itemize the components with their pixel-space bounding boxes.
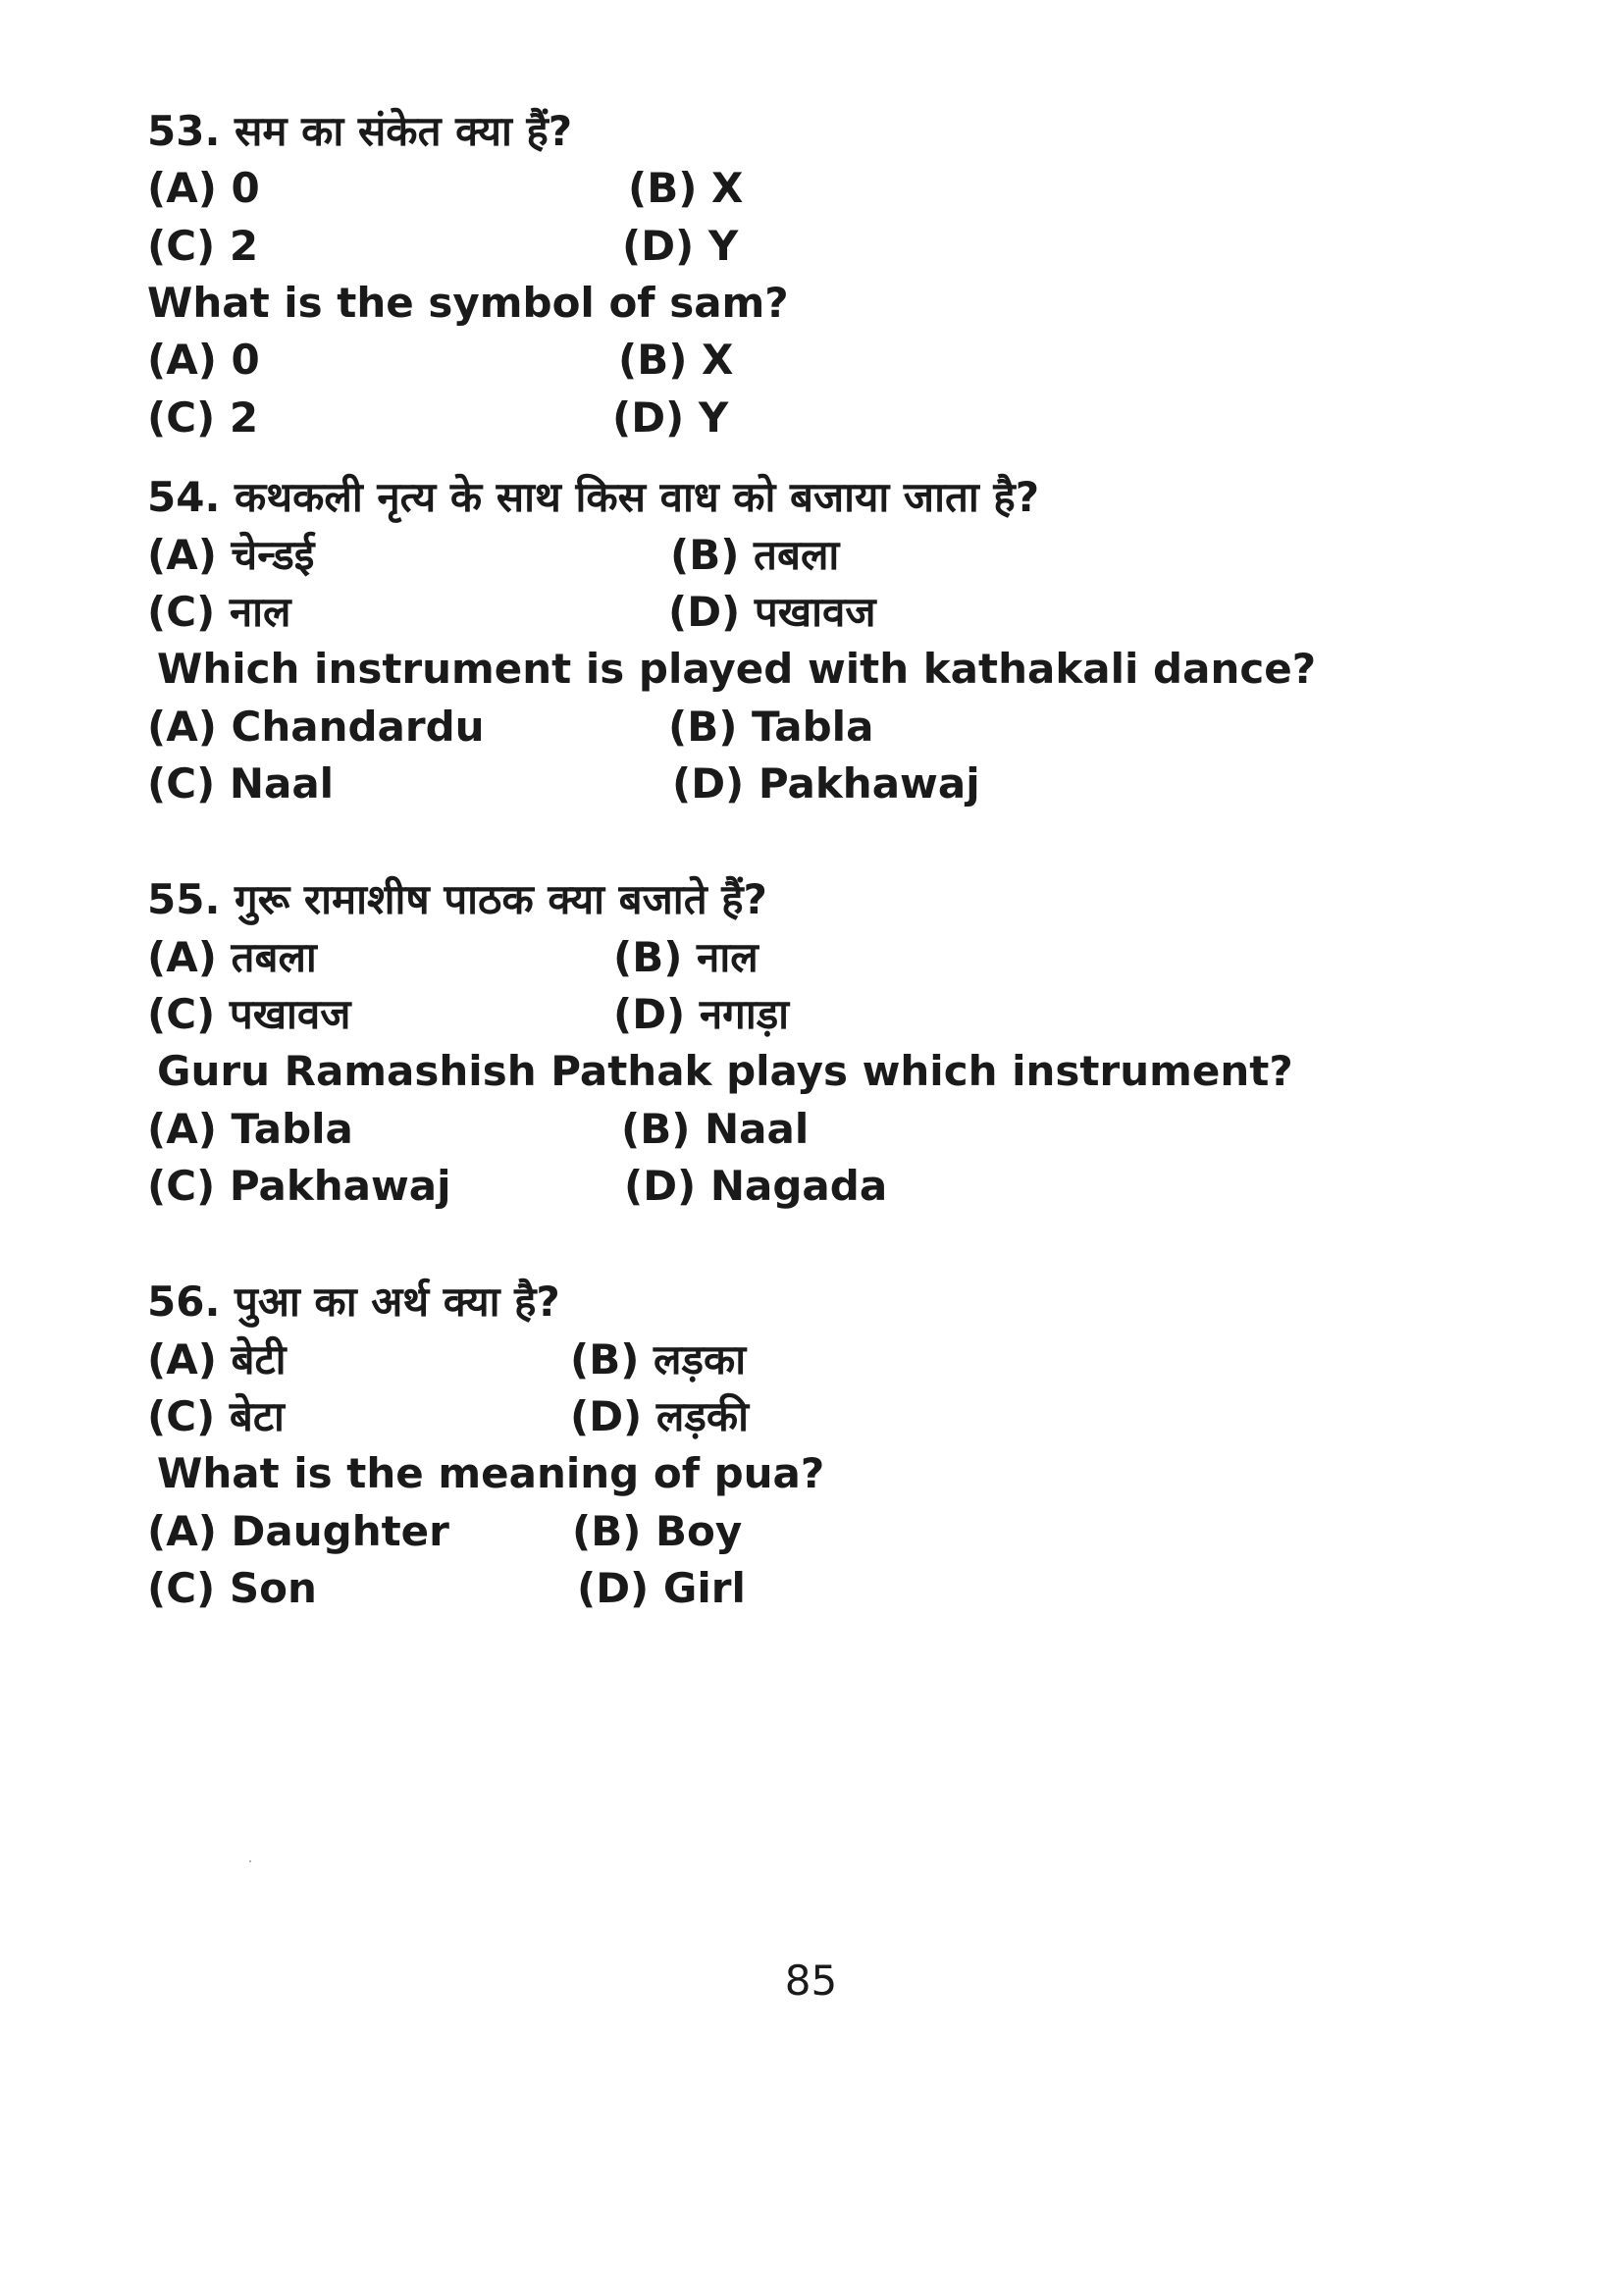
question-56-hindi	[147, 1274, 560, 1331]
question-text-hindi: गुरू रामाशीष पाठक क्या बजाते हैं?	[235, 875, 767, 923]
option-a-hindi: (A) तबला	[147, 933, 317, 981]
question-number: 55.	[147, 875, 221, 923]
option-a-hindi: (A) बेटी	[147, 1335, 287, 1383]
option-b-english: (B) X	[618, 336, 734, 384]
question-55-english: Guru Ramashish Pathak plays which instrument?	[157, 1047, 1293, 1095]
option-c-hindi: (C) बेटा	[147, 1392, 285, 1440]
question-number: 56.	[147, 1278, 221, 1326]
option-d-hindi: (D) नगाड़ा	[613, 990, 790, 1038]
option-d-english: (D) Nagada	[624, 1162, 888, 1210]
option-b-hindi: (B) लड़का	[570, 1335, 747, 1383]
scan-speck	[249, 1860, 251, 1862]
option-a-english: (A) Chandardu	[147, 703, 485, 751]
option-d-hindi: (D) Y	[622, 222, 739, 270]
option-a-hindi: (A) चेन्डई	[147, 531, 315, 579]
question-number: 53.	[147, 107, 221, 155]
question-54-english: Which instrument is played with kathakali dance?	[157, 645, 1317, 693]
option-b-hindi: (B) तबला	[670, 531, 840, 579]
option-c-english: (C) Pakhawaj	[147, 1162, 451, 1210]
question-number: 54.	[147, 473, 221, 521]
option-a-hindi: (A) 0	[147, 164, 260, 212]
option-c-english: (C) 2	[147, 393, 259, 442]
question-55-hindi	[147, 871, 767, 928]
option-d-hindi: (D) पखावज	[668, 588, 876, 636]
option-c-hindi: (C) पखावज	[147, 990, 351, 1038]
option-c-english: (C) Naal	[147, 759, 335, 808]
option-c-hindi: (C) 2	[147, 222, 259, 270]
question-56-english: What is the meaning of pua?	[157, 1449, 825, 1497]
question-text-hindi: सम का संकेत क्या हैं?	[235, 107, 573, 155]
option-b-english: (B) Naal	[621, 1105, 810, 1153]
option-d-english: (D) Y	[612, 393, 729, 442]
option-c-english: (C) Son	[147, 1564, 317, 1612]
option-a-english: (A) 0	[147, 336, 260, 384]
option-d-hindi: (D) लड़की	[570, 1392, 749, 1440]
option-a-english: (A) Tabla	[147, 1105, 353, 1153]
page-number: 85	[784, 1957, 838, 2005]
question-53-hindi	[147, 103, 572, 160]
option-d-english: (D) Pakhawaj	[672, 759, 980, 808]
option-b-hindi: (B) नाल	[613, 933, 759, 981]
option-a-english: (A) Daughter	[147, 1507, 449, 1555]
option-b-english: (B) Boy	[572, 1507, 743, 1555]
question-text-hindi: कथकली नृत्य के साथ किस वाध को बजाया जाता है?	[235, 473, 1040, 521]
option-b-hindi: (B) X	[628, 164, 744, 212]
question-53-english: What is the symbol of sam?	[147, 279, 789, 327]
option-d-english: (D) Girl	[577, 1564, 746, 1612]
option-b-english: (B) Tabla	[668, 703, 874, 751]
question-text-hindi: पुआ का अर्थ क्या है?	[235, 1278, 560, 1326]
question-54-hindi	[147, 469, 1039, 526]
option-c-hindi: (C) नाल	[147, 588, 291, 636]
